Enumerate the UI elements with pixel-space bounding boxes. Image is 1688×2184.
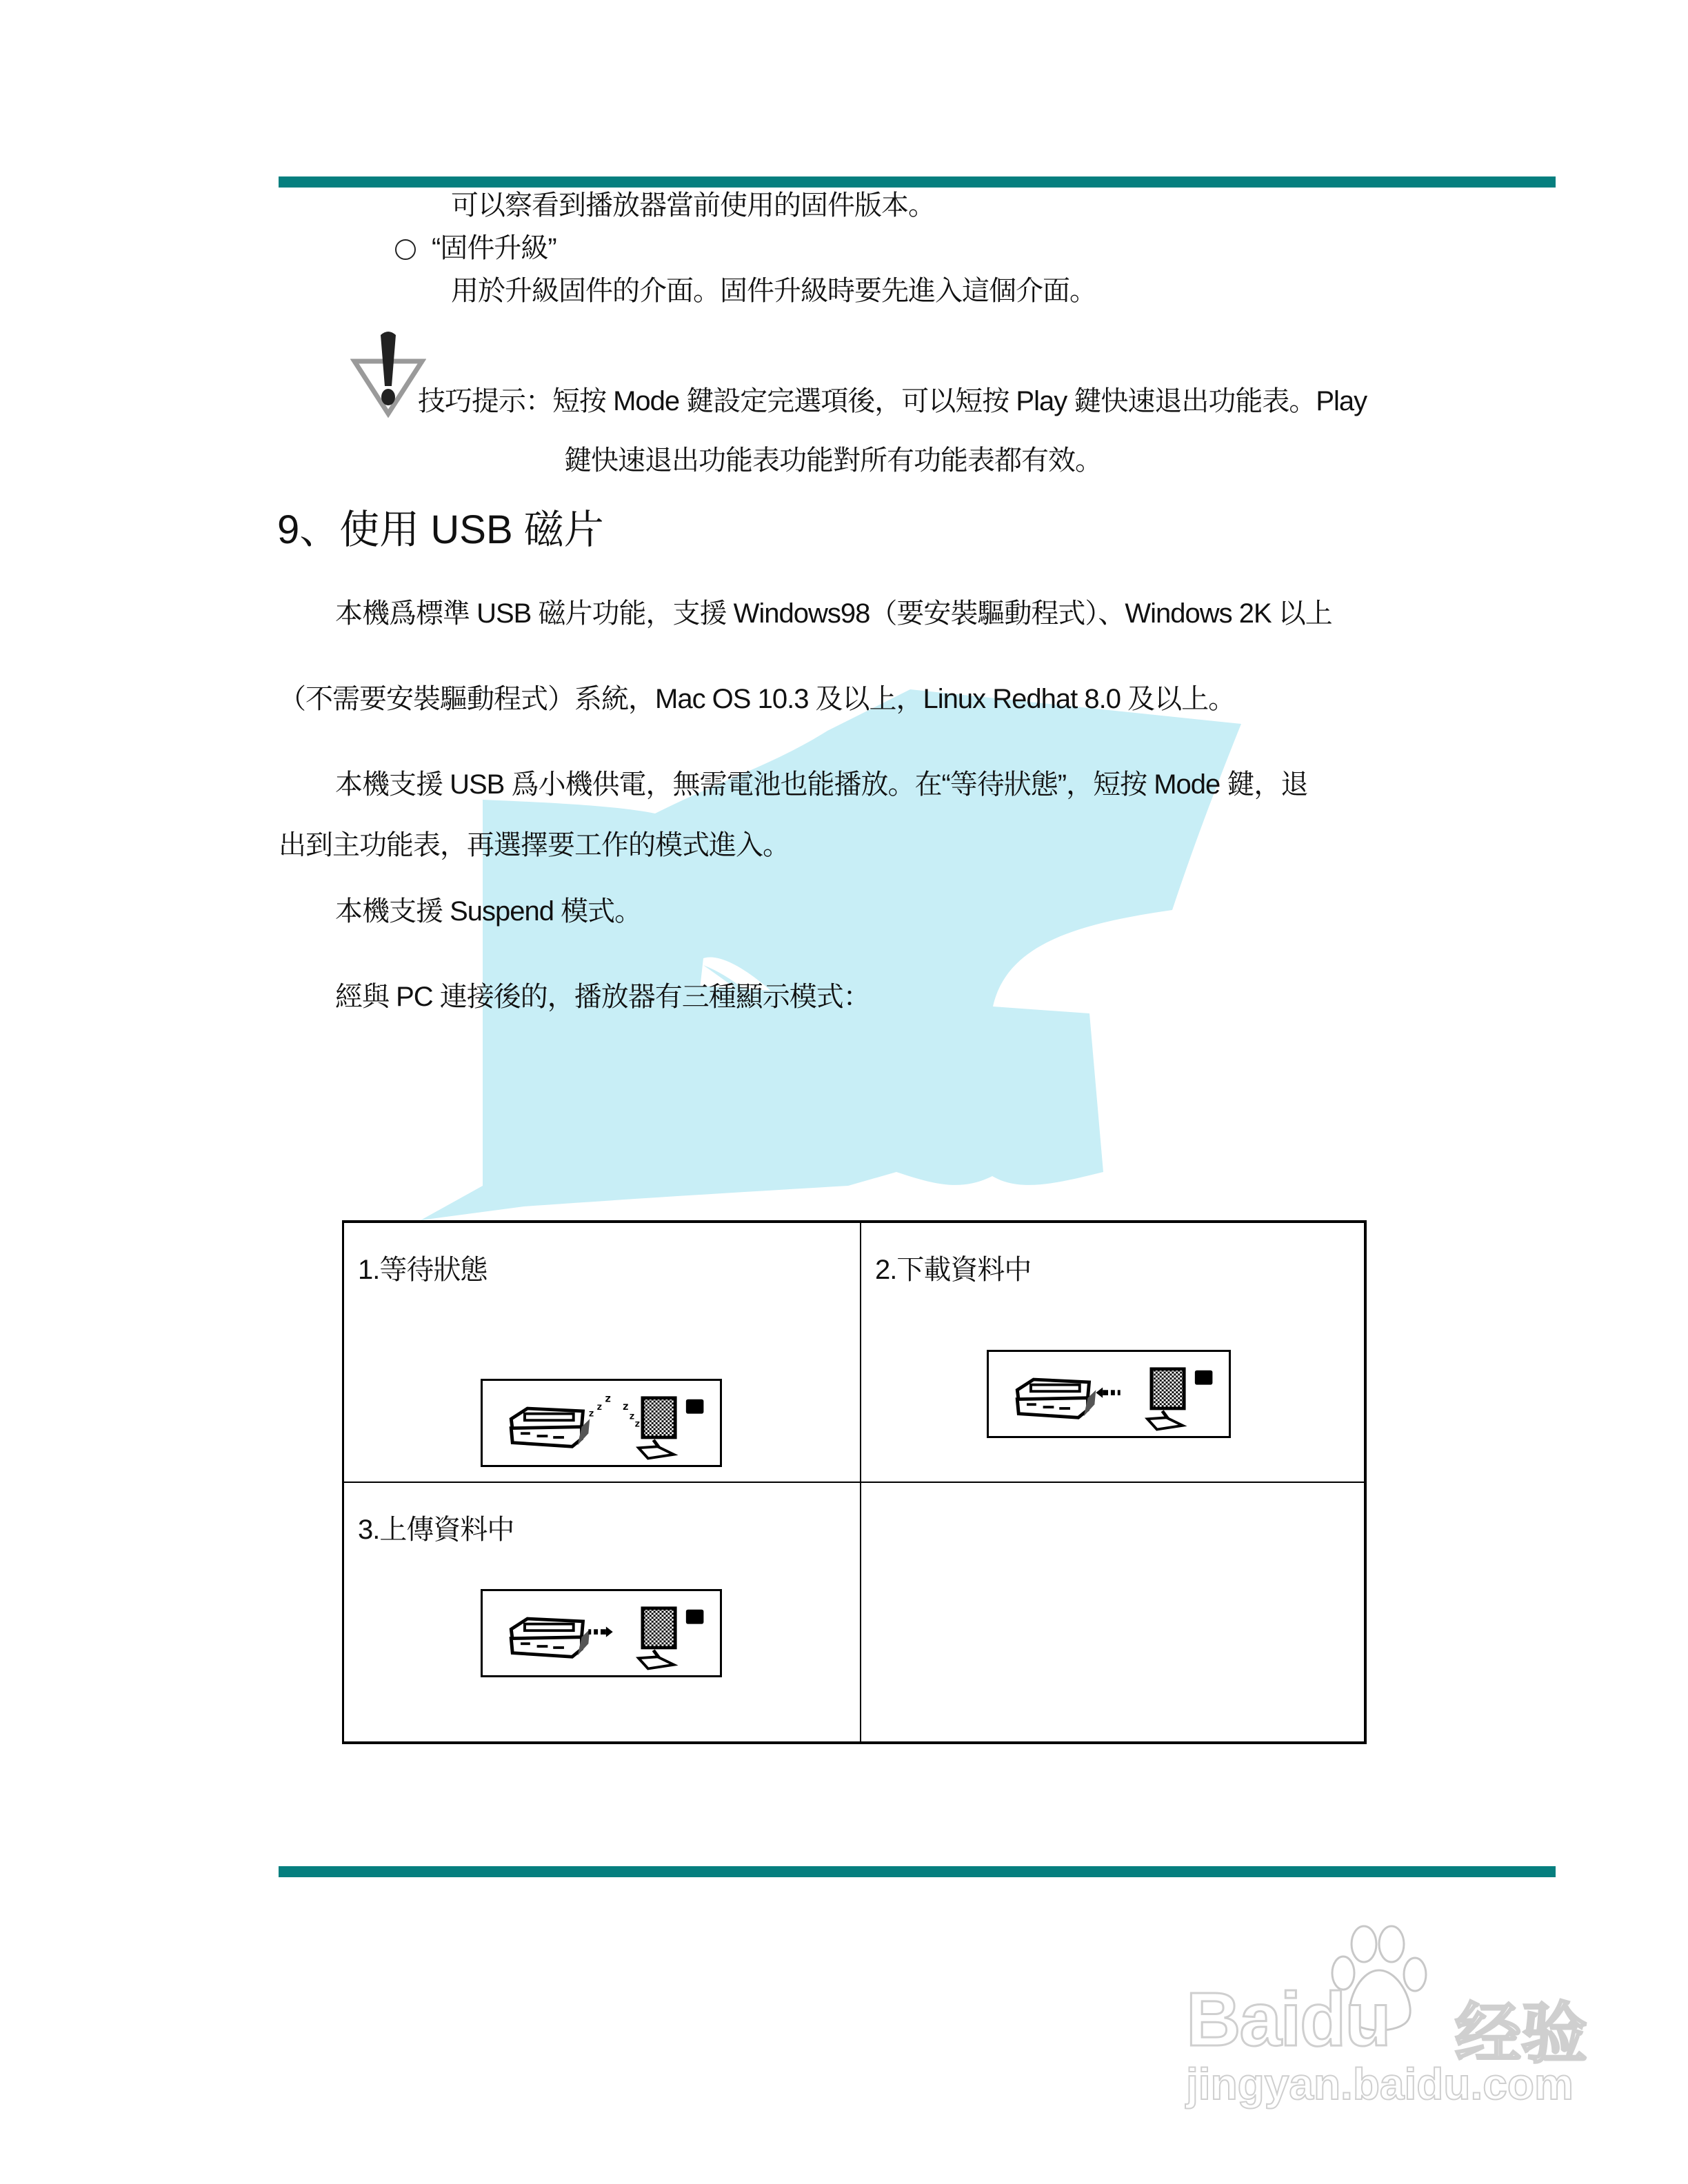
paragraph-line: 出到主功能表，再選擇要工作的模式進入。 (279, 830, 790, 860)
watermark-brand-cn: 经验 (1455, 1997, 1587, 2071)
mode-label: 1.等待狀態 (358, 1255, 488, 1285)
svg-text:z: z (596, 1402, 603, 1413)
mode-cell-empty (861, 1482, 1365, 1743)
mp3-player-icon (511, 1408, 590, 1446)
paragraph-line: 本機支援 USB 爲小機供電，無需電池也能播放。在“等待狀態”，短按 Mode 鍵，退 (335, 769, 1308, 800)
watermark-brand: Baidu (1186, 1977, 1390, 2062)
arrow-left-icon (987, 1350, 1231, 1438)
svg-text:z: z (604, 1392, 612, 1405)
sleep-zzz-icon (481, 1379, 722, 1467)
mode-cell-uploading (343, 1482, 861, 1743)
svg-text:z: z (634, 1418, 641, 1430)
paragraph-line: 本機爲標準 USB 磁片功能，支援 Windows98（要安裝驅動程式）、Windows 2K 以上 (335, 598, 1332, 629)
paragraph-line: 本機支援 Suspend 模式。 (335, 896, 642, 927)
display-modes-table (342, 1220, 1367, 1744)
paragraph-line: （不需要安裝驅動程式）系統，Mac OS 10.3 及以上，Linux Redhat 8.0 及以上。 (279, 684, 1236, 714)
section-heading: 9、使用 USB 磁片 (277, 507, 604, 552)
tip-text-line-1: 技巧提示：短按 Mode 鍵設定完選項後，可以短按 Play 鍵快速退出功能表。Play (418, 386, 1367, 416)
bullet-circle-icon (395, 239, 416, 260)
mp3-player-icon (1017, 1379, 1096, 1417)
firmware-version-text: 可以察看到播放器當前使用的固件版本。 (451, 190, 935, 221)
paragraph-line: 經與 PC 連接後的，播放器有三種顯示模式： (335, 982, 870, 1012)
mode-cell-downloading (861, 1222, 1365, 1482)
mode-label: 3.上傳資料中 (358, 1515, 514, 1545)
mode-label: 2.下載資料中 (875, 1255, 1032, 1285)
bullet-item-title: “固件升級” (432, 233, 556, 263)
tip-text-line-2: 鍵快速退出功能表功能對所有功能表都有效。 (564, 445, 1102, 476)
mode-cell-waiting (343, 1222, 861, 1482)
svg-text:z: z (622, 1400, 629, 1413)
footer-rule (279, 1866, 1556, 1877)
svg-text:z: z (629, 1410, 635, 1422)
header-rule (279, 176, 1556, 188)
watermark-url: jingyan.baidu.com (1186, 2059, 1574, 2109)
svg-text:z: z (588, 1408, 594, 1419)
baidu-watermark (1186, 1923, 1600, 2109)
bullet-item-desc: 用於升級固件的介面。固件升級時要先進入這個介面。 (451, 276, 1096, 306)
mp3-player-icon (511, 1619, 590, 1657)
arrow-right-icon (481, 1589, 722, 1677)
warning-exclamation-icon (350, 328, 426, 418)
computer-monitor-icon (639, 1398, 703, 1459)
computer-monitor-icon (1147, 1369, 1212, 1430)
computer-monitor-icon (639, 1608, 703, 1669)
